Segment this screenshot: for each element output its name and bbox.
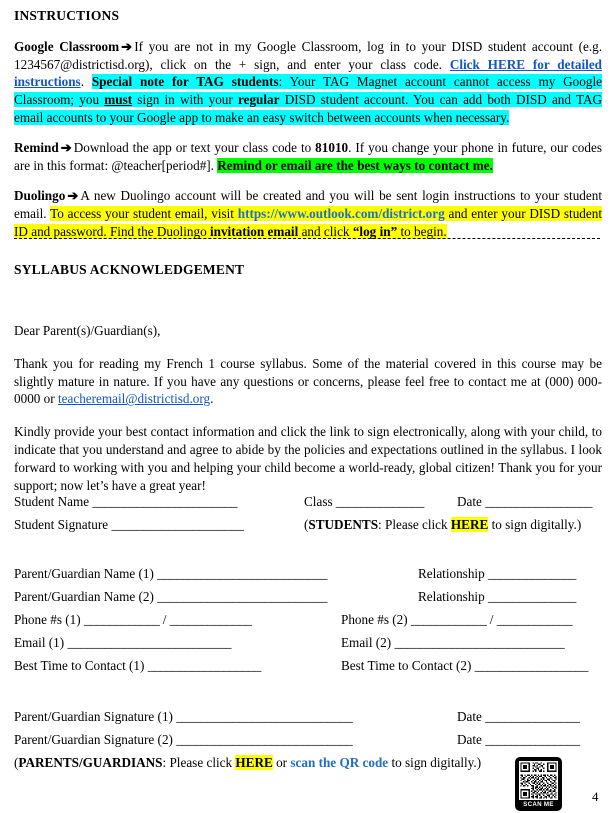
remind-label: Remind [14,140,59,156]
qr-code-frame [515,757,562,811]
duolingo-hl-text-4: to begin. [397,223,447,239]
tag-note-bold: Special note for TAG students [91,74,279,90]
parent-name-1-label: Parent/Guardian Name (1) [14,566,154,581]
parent-signature-2-field[interactable] [14,732,352,748]
page-title: INSTRUCTIONS [14,8,120,23]
phone-1-slash: / [162,612,167,627]
detailed-instructions-link[interactable]: Click HERE for detailed instructions [14,56,603,90]
phone-2-slash: / [489,612,494,627]
google-classroom-paragraph [14,38,602,126]
email-2-blank: ___________________________ [394,635,565,650]
signature-date-1-label: Date [457,709,482,724]
parent-signature-2-label: Parent/Guardian Signature (2) [14,732,173,747]
email-1-field[interactable] [14,635,231,651]
arrow-icon: ➔ [121,39,133,54]
parent-name-2-blank: ___________________________ [157,589,328,604]
student-signature-field[interactable] [14,517,244,533]
phone-1-blank-a: ____________ [83,612,160,627]
date-field[interactable] [457,494,592,510]
parent-name-2-label: Parent/Guardian Name (2) [14,589,154,604]
parents-guardians-bold: PARENTS/GUARDIANS [18,755,163,770]
email-2-field[interactable] [341,635,564,651]
parents-note-text-3: to sign digitally.) [388,755,482,770]
parent-form-fields [14,566,602,681]
duolingo-login-bold: “log in” [352,223,398,239]
tag-note-text-2: sign in with your [132,91,238,107]
best-time-1-field[interactable] [14,658,261,674]
students-here-link[interactable]: HERE [450,517,489,532]
parent-signature-2-blank: ____________________________ [176,732,353,747]
remind-text-1: Download the app or text your class code to [73,140,316,156]
student-name-blank: _______________________ [92,494,238,509]
relationship-2-label: Relationship [418,589,485,604]
student-name-field[interactable] [14,494,237,510]
qr-code-icon [519,761,558,800]
phone-1-label: Phone #s (1) [14,612,81,627]
students-bold: STUDENTS [308,517,379,532]
class-label: Class [304,494,333,509]
parent-name-1-row [14,566,602,589]
student-name-label: Student Name [14,494,90,509]
tag-note-regular: regular [237,91,280,107]
date-label: Date [457,494,482,509]
duolingo-hl-text-1: To access your student email, visit [50,206,238,221]
qr-code-block[interactable] [515,757,570,811]
signature-date-2-blank: _______________ [485,732,580,747]
students-note-text-2: to sign digitally.) [488,517,582,532]
email-1-label: Email (1) [14,635,65,650]
parent-name-1-field[interactable] [14,566,327,582]
duolingo-paragraph [14,187,602,240]
remind-paragraph [14,139,602,174]
students-note-open: ( [304,517,309,532]
email-row [14,635,602,658]
best-time-2-label: Best Time to Contact (2) [341,658,472,673]
arrow-icon: ➔ [67,188,79,204]
signature-date-2-field[interactable] [457,732,580,748]
parent-name-2-field[interactable] [14,589,327,605]
tag-note-text-1: : Your TAG Magnet account cannot access my Google Classroom; you [14,74,602,107]
class-field[interactable] [304,494,424,510]
student-form-fields [14,494,602,540]
best-time-1-label: Best Time to Contact (1) [14,658,145,673]
duolingo-hl-text-2: and enter your DISD student ID and password. Find the Duolingo [14,206,602,239]
parent-signature-1-label: Parent/Guardian Signature (1) [14,709,173,724]
tag-students-highlight [14,74,602,124]
tag-note-must: must [104,91,133,107]
relationship-2-field[interactable] [418,589,576,605]
scan-qr-code-link[interactable]: scan the QR code [290,755,389,770]
parent-name-2-row [14,589,602,612]
students-note-text-1: : Please click [378,517,451,532]
phone-2-blank-a: ____________ [410,612,487,627]
parent-signature-1-field[interactable] [14,709,352,725]
date-blank: _________________ [485,494,593,509]
phone-2-blank-b: ____________ [496,612,573,627]
email-1-blank: __________________________ [67,635,232,650]
page-number: 4 [592,789,599,804]
remind-contact-highlight: Remind or email are the best ways to contact me. [217,157,493,173]
class-blank: ______________ [335,494,424,509]
student-signature-row [14,517,602,540]
parent-signature-1-row [14,709,602,732]
relationship-1-blank: ______________ [487,566,577,581]
duolingo-invitation-email-bold: invitation email [209,223,299,239]
tag-note-text-3: DISD student account. You can add both DISD and TAG email accounts to your Google app to make an easy switch between accounts when necessary. [14,91,602,125]
remind-code: 81010 [315,140,349,156]
parents-note-open: ( [14,755,19,770]
outlook-url-link[interactable]: https://www.outlook.com/district.org [237,206,445,221]
google-classroom-text: If you are not in my Google Classroom, log in to your DISD student account (e.g. 1234567@districtisd.org), click on the + sign, and enter your class code. [14,39,603,72]
phone-1-blank-b: _____________ [169,612,252,627]
best-time-row [14,658,602,681]
parents-here-link[interactable]: HERE [235,755,273,770]
phone-1-field[interactable] [14,612,252,628]
acknowledgement-section [14,262,602,510]
parents-note-text-2: or [272,755,291,770]
section-divider [14,238,600,240]
google-after-link-text: . [80,74,92,90]
arrow-icon: ➔ [60,140,72,156]
signature-date-1-field[interactable] [457,709,580,725]
students-sign-note [304,517,581,533]
google-classroom-label: Google Classroom [14,39,120,54]
parents-sign-note-row [14,755,602,778]
signature-date-1-blank: _______________ [485,709,580,724]
best-time-2-field[interactable] [341,658,588,674]
contact-info-paragraph: Kindly provide your best contact information and click the link to sign electronically, along with your child, to indicate that you understand and agree to abide by the policies and expectations outlined in the syllabus. I look forward to working with you and helping your child become a world-ready, global citizen! Thank you for your support; now let’s have a great year! [14,424,602,493]
duolingo-hl-text-3: and click [298,223,353,239]
acknowledgement-title: SYLLABUS ACKNOWLEDGEMENT [14,262,245,277]
qr-scan-me-label: SCAN ME [523,801,554,808]
parent-signature-2-row [14,732,602,755]
thank-you-text-1: Thank you for reading my French 1 course syllabus. Some of the material covered in this course may be slightly mature in nature. If you have any questions or concerns, please feel free to contact me at (000) 000-0000 or [14,355,602,407]
best-time-1-blank: __________________ [147,658,262,673]
teacher-email-link[interactable]: teacheremail@districtisd.org [57,391,211,407]
student-signature-blank: _____________________ [111,517,244,532]
phone-2-field[interactable] [341,612,572,628]
relationship-2-blank: ______________ [487,589,577,604]
parent-signature-1-blank: ____________________________ [176,709,353,724]
duolingo-text-1: A new Duolingo account will be created and you will be sent login instructions to your student email. [14,188,602,221]
salutation: Dear Parent(s)/Guardian(s), [14,323,161,338]
relationship-1-field[interactable] [418,566,576,582]
duolingo-label: Duolingo [14,188,66,204]
acknowledgement-body [14,322,602,495]
thank-you-paragraph [14,355,602,408]
phone-row [14,612,602,635]
parents-sign-note [14,755,481,771]
student-signature-label: Student Signature [14,517,109,532]
signature-date-2-label: Date [457,732,482,747]
parent-name-1-blank: ___________________________ [157,566,328,581]
remind-text-2: . If you change your phone in future, our codes are in this format: @teacher[period#]. [14,140,602,173]
phone-2-label: Phone #s (2) [341,612,408,627]
student-name-row [14,494,602,517]
duolingo-highlight [14,206,602,239]
instructions-section [14,8,602,240]
signature-fields [14,709,602,778]
parents-note-text-1: : Please click [162,755,236,770]
relationship-1-label: Relationship [418,566,485,581]
thank-you-text-2: . [210,391,214,407]
email-2-label: Email (2) [341,635,392,650]
best-time-2-blank: __________________ [474,658,589,673]
